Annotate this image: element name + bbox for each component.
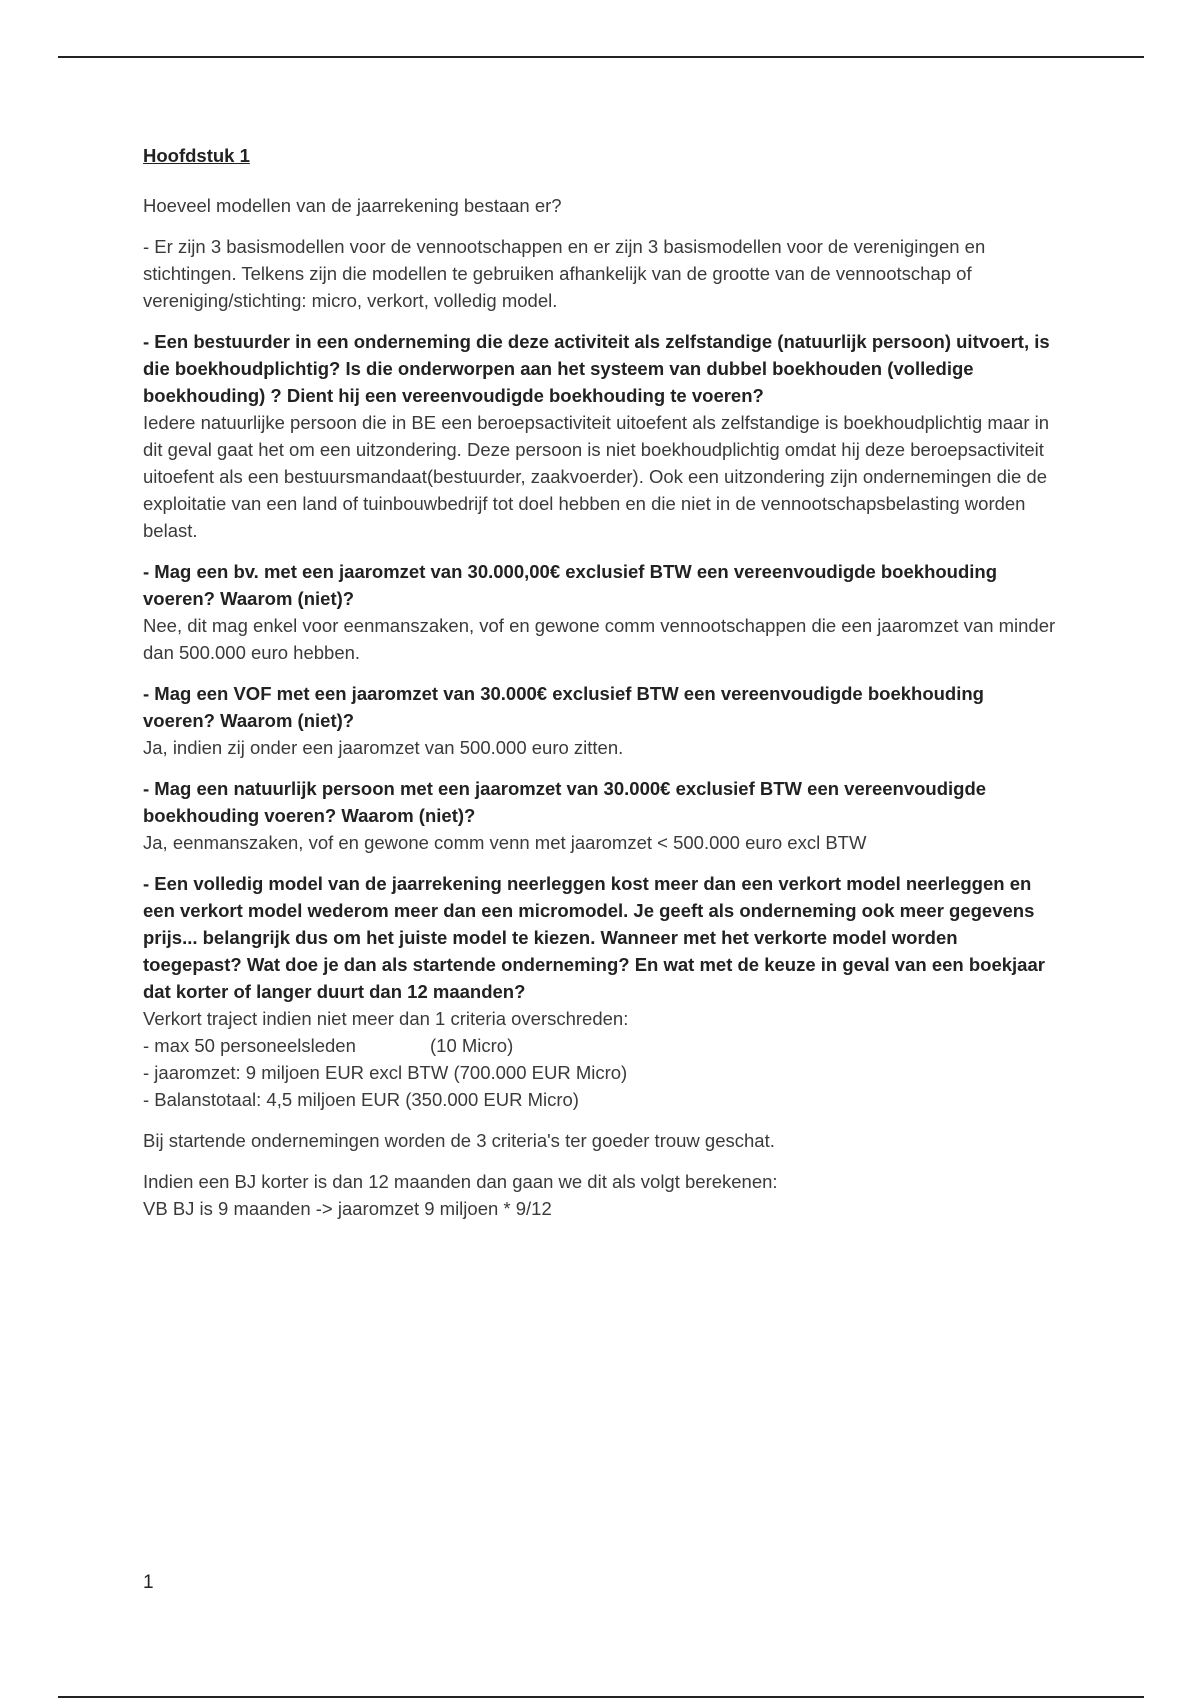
model-block: [143, 870, 1058, 1113]
criteria-item: [143, 1032, 1058, 1059]
qa-block-3: [143, 680, 1058, 761]
criteria-item: - jaaromzet: 9 miljoen EUR excl BTW (700.000 EUR Micro): [143, 1062, 628, 1083]
criteria-item: - Balanstotaal: 4,5 miljoen EUR (350.000 EUR Micro): [143, 1089, 579, 1110]
intro-question: Hoeveel modellen van de jaarrekening bestaan er?: [143, 195, 562, 216]
header-rule: [58, 56, 1144, 58]
short-year-line: Indien een BJ korter is dan 12 maanden dan gaan we dit als volgt berekenen:: [143, 1171, 778, 1192]
page-content: [143, 142, 1058, 1236]
page-number: 1: [143, 1572, 154, 1593]
model-answer-intro: Verkort traject indien niet meer dan 1 criteria overschreden:: [143, 1008, 629, 1029]
model-question: - Een volledig model van de jaarrekening neerleggen kost meer dan een verkort model neerleggen en een verkort model wederom meer dan een micromodel. Je geeft als onderneming ook meer gegevens prijs... belangrijk dus om het juiste model te kiezen. Wanneer met het verkorte model worden toegepast? Wat doe je dan als startende onderneming? En wat met de keuze in geval van een boekjaar dat korter of langer duurt dan 12 maanden?: [143, 873, 1045, 1002]
criteria-label: - max 50 personeelsleden: [143, 1035, 356, 1056]
short-year-block: [143, 1168, 1058, 1222]
footer-rule: [58, 1696, 1144, 1698]
qa-answer: Nee, dit mag enkel voor eenmanszaken, vof en gewone comm vennootschappen die een jaaromzet van minder dan 500.000 euro hebben.: [143, 615, 1056, 663]
qa-answer: Ja, eenmanszaken, vof en gewone comm venn met jaaromzet < 500.000 euro excl BTW: [143, 832, 867, 853]
qa-block-1: [143, 328, 1058, 544]
qa-block-2: [143, 558, 1058, 666]
qa-question: - Mag een VOF met een jaaromzet van 30.000€ exclusief BTW een vereenvoudigde boekhouding voeren? Waarom (niet)?: [143, 683, 984, 731]
short-year-example: VB BJ is 9 maanden -> jaaromzet 9 miljoen * 9/12: [143, 1198, 552, 1219]
criteria-note: (10 Micro): [430, 1035, 514, 1056]
intro-answer: - Er zijn 3 basismodellen voor de vennootschappen en er zijn 3 basismodellen voor de verenigingen en stichtingen. Telkens zijn die modellen te gebruiken afhankelijk van de grootte van de vennootschap of vereniging/stichting: micro, verkort, volledig model.: [143, 236, 986, 311]
chapter-title: Hoofdstuk 1: [143, 145, 250, 166]
qa-question: - Mag een bv. met een jaaromzet van 30.000,00€ exclusief BTW een vereenvoudigde boekhouding voeren? Waarom (niet)?: [143, 561, 998, 609]
qa-block-4: [143, 775, 1058, 856]
starting-note: Bij startende ondernemingen worden de 3 criteria's ter goeder trouw geschat.: [143, 1130, 775, 1151]
qa-question: - Een bestuurder in een onderneming die deze activiteit als zelfstandige (natuurlijk persoon) uitvoert, is die boekhoudplichtig? Is die onderworpen aan het systeem van dubbel boekhouden (volledige boekhouding) ? Dient hij een vereenvoudigde boekhouding te voeren?: [143, 331, 1050, 406]
qa-answer: Iedere natuurlijke persoon die in BE een beroepsactiviteit uitoefent als zelfstandige is boekhoudplichtig maar in dit geval gaat het om een uitzondering. Deze persoon is niet boekhoudplichtig omdat hij deze beroepsactiviteit uitoefent als een bestuursmandaat(bestuurder, zaakvoerder). Ook een uitzondering zijn ondernemingen die de exploitatie van een land of tuinbouwbedrijf tot doel hebben en die niet in de vennootschapsbelasting worden belast.: [143, 412, 1050, 541]
qa-answer: Ja, indien zij onder een jaaromzet van 500.000 euro zitten.: [143, 737, 624, 758]
qa-question: - Mag een natuurlijk persoon met een jaaromzet van 30.000€ exclusief BTW een vereenvoudigde boekhouding voeren? Waarom (niet)?: [143, 778, 987, 826]
